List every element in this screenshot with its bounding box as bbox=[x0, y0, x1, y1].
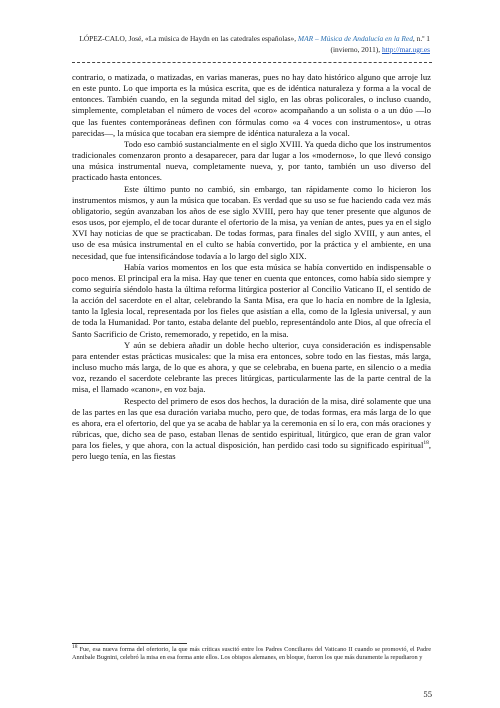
paragraph-2: Todo eso cambió sustancialmente en el siglo XVIII. Ya queda dicho que los instrumentos tradicionales comenzaron pronto a desaparecer, para dar lugar a los «modernos», lo que llevó consigo una música instrumental nueva, completamente nueva, y, por tanto, también un uso diverso del practicado hasta entonces. bbox=[72, 138, 431, 183]
journal-url-link[interactable]: http://mar.ugr.es bbox=[381, 44, 430, 54]
paragraph-6 bbox=[72, 396, 431, 463]
footnote-text: Fue, esa nueva forma del ofertorio, la que más críticas suscitó entre los Padres Conciliares del Vaticano II cuando se promovió, el Padre Annibale Bugnini, celebró la misa en esa forma ante ellos. Los obispos alemanes, en bloque, fueron los que más duramente la repudiaron y bbox=[72, 646, 431, 662]
journal-title: MAR – Música de Andalucía en la Red bbox=[297, 34, 413, 43]
paragraph-6-tail: , pero luego tenía, en las fiestas bbox=[72, 440, 431, 462]
paragraph-6-text: Respecto del primero de esos dos hechos, la duración de la misa, diré solamente que una de las partes en las que esa duración variaba mucho, pero que, de todas formas, era más larga de lo que es ahora, era el ofertorio, del que ya se acaba de hablar ya la ceremonia en sí lo era, con más oraciones y rúbricas, que, dicho sea de paso, estaban llenas de sentido espiritual, litúrgico, que eran de gran valor para los fieles, y que ahora, con la actual disposición, han perdido casi todo su significado espiritual bbox=[72, 395, 431, 451]
footnote bbox=[72, 643, 431, 663]
paragraph-4: Había varios momentos en los que esta música se había convertido en indispensable o poco menos. El principal era la misa. Hay que tener en cuenta que entonces, como había sido siempre y como seguiría siéndolo hasta la última reforma litúrgica posterior al Concilio Vaticano II, el sentido de la acción del sacerdote en el altar, celebrando la Santa Misa, era que lo hacía en nombre de la Iglesia, tanto la Iglesia local, representada por los fieles que asistían a ella, como de la Iglesia universal, y aun de toda la Humanidad. Por tanto, estaba delante del pueblo, representándolo ante Dios, al que ofrecía el Santo Sacrificio de Cristo, rememorado, y repetido, en la misa. bbox=[72, 261, 431, 339]
footnote-divider bbox=[72, 643, 187, 644]
header-divider bbox=[72, 62, 432, 63]
footnote-number: 18 bbox=[72, 643, 78, 650]
issue-info: , n.º 1 (invierno, 2011), bbox=[330, 34, 430, 54]
author-citation: LÓPEZ-CALO, José, «La música de Haydn en las catedrales españolas», bbox=[79, 34, 297, 43]
footnote-reference[interactable]: 18 bbox=[423, 440, 429, 447]
main-text bbox=[72, 72, 431, 462]
paragraph-5: Y aún se debiera añadir un doble hecho ulterior, cuya consideración es indispensable para entender estas prácticas musicales: que la misa era entonces, sobre todo en las fiestas, más larga, incluso mucho más larga, de lo que es ahora, y que se celebraba, en buena parte, en silencio o a media voz, rezando el sacerdote celebrante las preces litúrgicas, particularmente las de la parte central de la misa, el llamado «canon», en voz baja. bbox=[72, 339, 431, 395]
paragraph-1: contrario, o matizada, o matizadas, en varias maneras, pues no hay dato histórico alguno que arroje luz en este punto. Lo que importa es la música escrita, que es de idéntica naturaleza y forma a la vocal de entonces. También cuando, en la segunda mitad del siglo, en las obras policorales, o incluso cuando, simplemente, completaban el número de voces del «coro» acompañando a un solista o a un dúo —lo que las fuentes contemporáneas definen con fórmulas como «a 4 voces con instrumentos», u otras parecidas—, la música que tocaban era siempre de idéntica naturaleza a la vocal. bbox=[72, 72, 431, 138]
page-number: 55 bbox=[423, 689, 432, 699]
running-header bbox=[50, 34, 430, 55]
paragraph-3: Este último punto no cambió, sin embargo, tan rápidamente como lo hicieron los instrumentos mismos, y aun la música que tocaban. Es verdad que su uso se fue haciendo cada vez más obligatorio, según avanzaban los años de ese siglo XVIII, pero hay que tener presente que algunos de esos usos, por ejemplo, el de tocar durante el ofertorio de la misa, ya venían de antes, pues ya en el siglo XVI hay noticias de que se practicaban. De todas formas, para finales del siglo XVIII, y aun antes, el uso de esa música instrumental en el culto se había convertido, por la práctica y el ambiente, en una necesidad, que fue intensificándose todavía a lo largo del siglo XIX. bbox=[72, 183, 431, 261]
